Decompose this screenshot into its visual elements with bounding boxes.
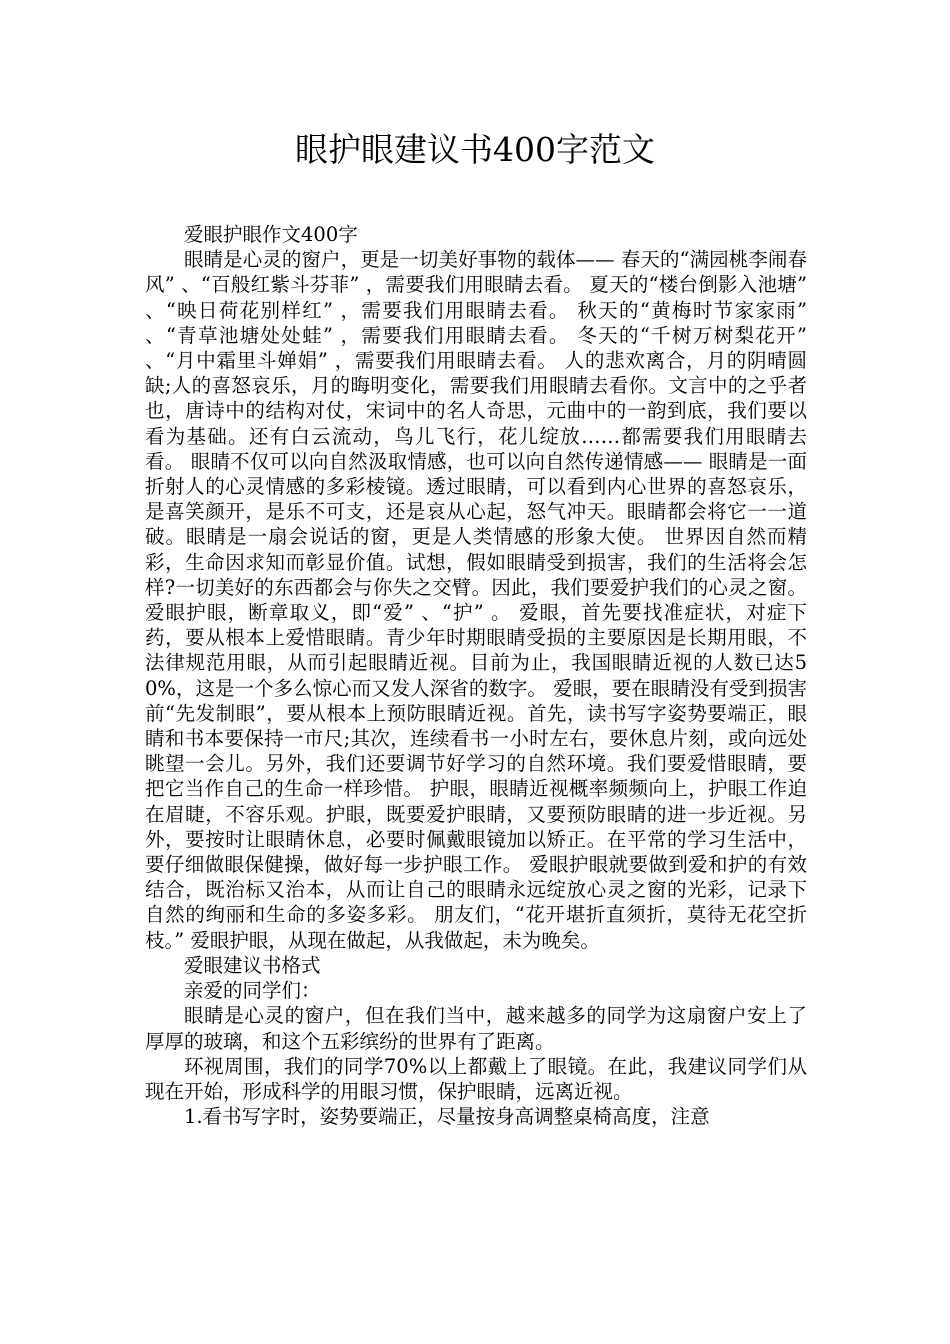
paragraph-intro: 眼睛是心灵的窗户，但在我们当中，越来越多的同学为这扇窗户安上了厚厚的玻璃，和这个五彩缤纷的世界有了距离。 [145, 1004, 807, 1053]
paragraph-essay-body: 眼睛是心灵的窗户，更是一切美好事物的载体—— 春天的“满园桃李闹春风” 、“百般红紫斗芬菲” ，需要我们用眼睛去看。 夏天的“楼台倒影入池塘” 、“映日荷花别样红” ，需要我们用眼睛去看。 秋天的“黄梅时节家家雨” 、“青草池塘处处蛙” ，需要我们用眼睛去看。 冬天的“千树万树梨花开” 、“月中霜里斗婵娟” ，需要我们用眼睛去看。 人的悲欢离合，月的阴晴圆缺;人的喜怒哀乐，月的晦明变化，需要我们用眼睛去看你。文言中的之乎者也，唐诗中的结构对仗，宋词中的名人奇思，元曲中的一韵到底，我们要以看为基础。还有白云流动，鸟儿飞行，花儿绽放……都需要我们用眼睛去看。 眼睛不仅可以向自然汲取情感，也可以向自然传递情感—— 眼睛是一面折射人的心灵情感的多彩棱镜。透过眼睛，可以看到内心世界的喜怒哀乐，是喜笑颜开，是乐不可支，还是哀从心起，怒气冲天。眼睛都会将它一一道破。眼睛是一扇会说话的窗，更是人类情感的形象大使。 世界因自然而精彩，生命因求知而彰显价值。试想，假如眼睛受到损害，我们的生活将会怎样?一切美好的东西都会与你失之交臂。因此，我们要爱护我们的心灵之窗。 爱眼护眼，断章取义，即“爱” 、“护” 。 爱眼，首先要找准症状，对症下药，要从根本上爱惜眼睛。青少年时期眼睛受损的主要原因是长期用眼，不法律规范用眼，从而引起眼睛近视。目前为止，我国眼睛近视的人数已达50%，这是一个多么惊心而又发人深省的数字。 爱眼，要在眼睛没有受到损害前“先发制眼”，要从根本上预防眼睛近视。首先，读书写字姿势要端正，眼睛和书本要保持一市尺;其次，连续看书一小时左右，要休息片刻，或向远处眺望一会儿。另外，我们还要调节好学习的自然环境。我们要爱惜眼睛，要把它当作自己的生命一样珍惜。 护眼，眼睛近视概率频频向上，护眼工作迫在眉睫，不容乐观。护眼，既要爱护眼睛，又要预防眼睛的进一步近视。另外，要按时让眼睛休息，必要时佩戴眼镜加以矫正。在平常的学习生活中，要仔细做眼保健操，做好每一步护眼工作。 爱眼护眼就要做到爱和护的有效结合，既治标又治本，从而让自己的眼睛永远绽放心灵之窗的光彩，记录下自然的绚丽和生命的多姿多彩。 朋友们，“花开堪折直须折，莫待无花空折枝。” 爱眼护眼，从现在做起，从我做起，未为晚矣。 [145, 248, 807, 952]
paragraph-proposal: 环视周围，我们的同学70%以上都戴上了眼镜。在此，我建议同学们从现在开始，形成科学的用眼习惯，保护眼睛，远离近视。 [145, 1054, 807, 1103]
paragraph-salutation: 亲爱的同学们： [184, 979, 321, 1003]
document-title: 眼护眼建议书400字范文 [295, 130, 655, 169]
paragraph-format-heading: 爱眼建议书格式 [184, 953, 321, 977]
paragraph-item-1: 1.看书写字时，姿势要端正，尽量按身高调整桌椅高度，注意 [184, 1105, 710, 1129]
paragraph-essay-heading: 爱眼护眼作文400字 [184, 223, 358, 246]
document-body [145, 222, 807, 1129]
